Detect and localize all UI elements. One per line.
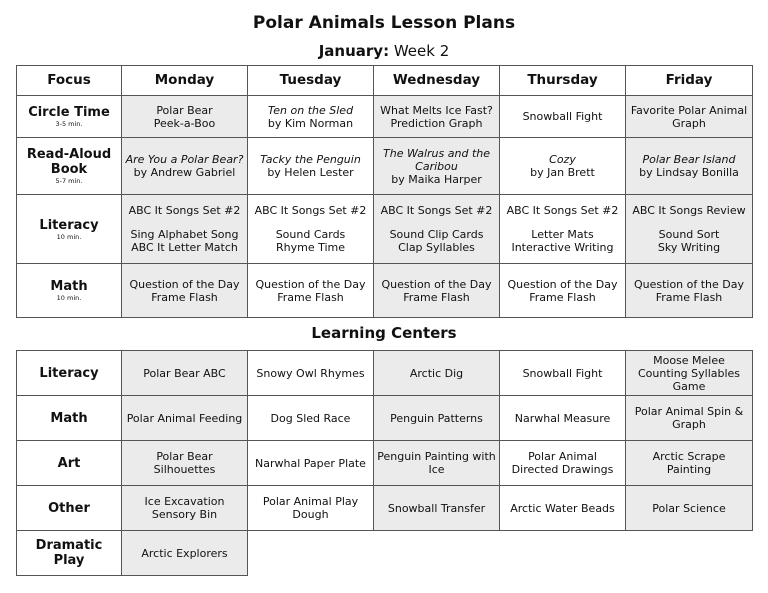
- plan-cell: ABC It Songs Set #2 Sing Alphabet Song ABC It Letter Match: [122, 195, 248, 264]
- center-label-literacy: Literacy: [17, 351, 122, 396]
- center-cell: Arctic Water Beads: [500, 486, 626, 531]
- center-cell: Polar Animal Spin & Graph: [626, 396, 753, 441]
- header-tuesday: Tuesday: [248, 66, 374, 96]
- table-row: [17, 264, 753, 318]
- header-wednesday: Wednesday: [374, 66, 500, 96]
- center-cell: Polar Bear Silhouettes: [122, 441, 248, 486]
- center-cell: Polar Animal Play Dough: [248, 486, 374, 531]
- row-label-circle-time: Circle Time 3-5 min.: [17, 96, 122, 138]
- learning-centers-table: [16, 350, 753, 576]
- week-label: Week 2: [393, 42, 450, 60]
- plan-cell: The Walrus and the Caribou by Maika Harper: [374, 138, 500, 195]
- center-cell: Penguin Painting with Ice: [374, 441, 500, 486]
- table-row: [17, 486, 753, 531]
- center-label-other: Other: [17, 486, 122, 531]
- table-row: [17, 195, 753, 264]
- center-cell: Narwhal Paper Plate: [248, 441, 374, 486]
- plan-cell: ABC It Songs Set #2 Sound Cards Rhyme Time: [248, 195, 374, 264]
- center-cell: Snowball Transfer: [374, 486, 500, 531]
- header-monday: Monday: [122, 66, 248, 96]
- center-cell: Moose Melee Counting Syllables Game: [626, 351, 753, 396]
- center-label-dramatic-play: Dramatic Play: [17, 531, 122, 576]
- center-cell: Snowy Owl Rhymes: [248, 351, 374, 396]
- plan-cell: Ten on the Sled by Kim Norman: [248, 96, 374, 138]
- learning-centers-title: Learning Centers: [311, 324, 457, 342]
- table-row: [17, 96, 753, 138]
- center-cell: Polar Animal Directed Drawings: [500, 441, 626, 486]
- plan-cell: What Melts Ice Fast? Prediction Graph: [374, 96, 500, 138]
- plan-cell: Favorite Polar Animal Graph: [626, 96, 753, 138]
- center-cell: Snowball Fight: [500, 351, 626, 396]
- plan-cell: Question of the Day Frame Flash: [122, 264, 248, 318]
- center-cell: Polar Animal Feeding: [122, 396, 248, 441]
- page-subtitle: [0, 42, 768, 60]
- plan-cell: Question of the Day Frame Flash: [248, 264, 374, 318]
- plan-cell: Snowball Fight: [500, 96, 626, 138]
- center-cell: Dog Sled Race: [248, 396, 374, 441]
- row-label-math: Math 10 min.: [17, 264, 122, 318]
- center-cell: Arctic Scrape Painting: [626, 441, 753, 486]
- row-label-literacy: Literacy 10 min.: [17, 195, 122, 264]
- plan-cell: Question of the Day Frame Flash: [500, 264, 626, 318]
- center-cell: Arctic Dig: [374, 351, 500, 396]
- center-label-art: Art: [17, 441, 122, 486]
- header-thursday: Thursday: [500, 66, 626, 96]
- header-row: [17, 66, 753, 96]
- center-cell: Polar Science: [626, 486, 753, 531]
- table-row: [17, 351, 753, 396]
- lesson-plan-table: [16, 65, 753, 318]
- page-title: Polar Animals Lesson Plans: [252, 13, 516, 33]
- center-cell: Narwhal Measure: [500, 396, 626, 441]
- table-row: [17, 531, 753, 576]
- header-friday: Friday: [626, 66, 753, 96]
- plan-cell: ABC It Songs Review Sound Sort Sky Writing: [626, 195, 753, 264]
- header-focus: Focus: [17, 66, 122, 96]
- row-label-read-aloud: Read-Aloud Book 5-7 min.: [17, 138, 122, 195]
- plan-cell: Polar Bear Peek-a-Boo: [122, 96, 248, 138]
- table-row: [17, 441, 753, 486]
- table-row: [17, 138, 753, 195]
- center-cell: Arctic Explorers: [122, 531, 248, 576]
- table-row: [17, 396, 753, 441]
- center-cell: Polar Bear ABC: [122, 351, 248, 396]
- month-label: January:: [318, 42, 390, 60]
- plan-cell: ABC It Songs Set #2 Sound Clip Cards Clap Syllables: [374, 195, 500, 264]
- plan-cell: Question of the Day Frame Flash: [626, 264, 753, 318]
- center-label-math: Math: [17, 396, 122, 441]
- plan-cell: Are You a Polar Bear? by Andrew Gabriel: [122, 138, 248, 195]
- center-cell: Ice Excavation Sensory Bin: [122, 486, 248, 531]
- plan-cell: Tacky the Penguin by Helen Lester: [248, 138, 374, 195]
- empty-space: [248, 531, 753, 576]
- plan-cell: Cozy by Jan Brett: [500, 138, 626, 195]
- center-cell: Penguin Patterns: [374, 396, 500, 441]
- plan-cell: Question of the Day Frame Flash: [374, 264, 500, 318]
- plan-cell: ABC It Songs Set #2 Letter Mats Interactive Writing: [500, 195, 626, 264]
- plan-cell: Polar Bear Island by Lindsay Bonilla: [626, 138, 753, 195]
